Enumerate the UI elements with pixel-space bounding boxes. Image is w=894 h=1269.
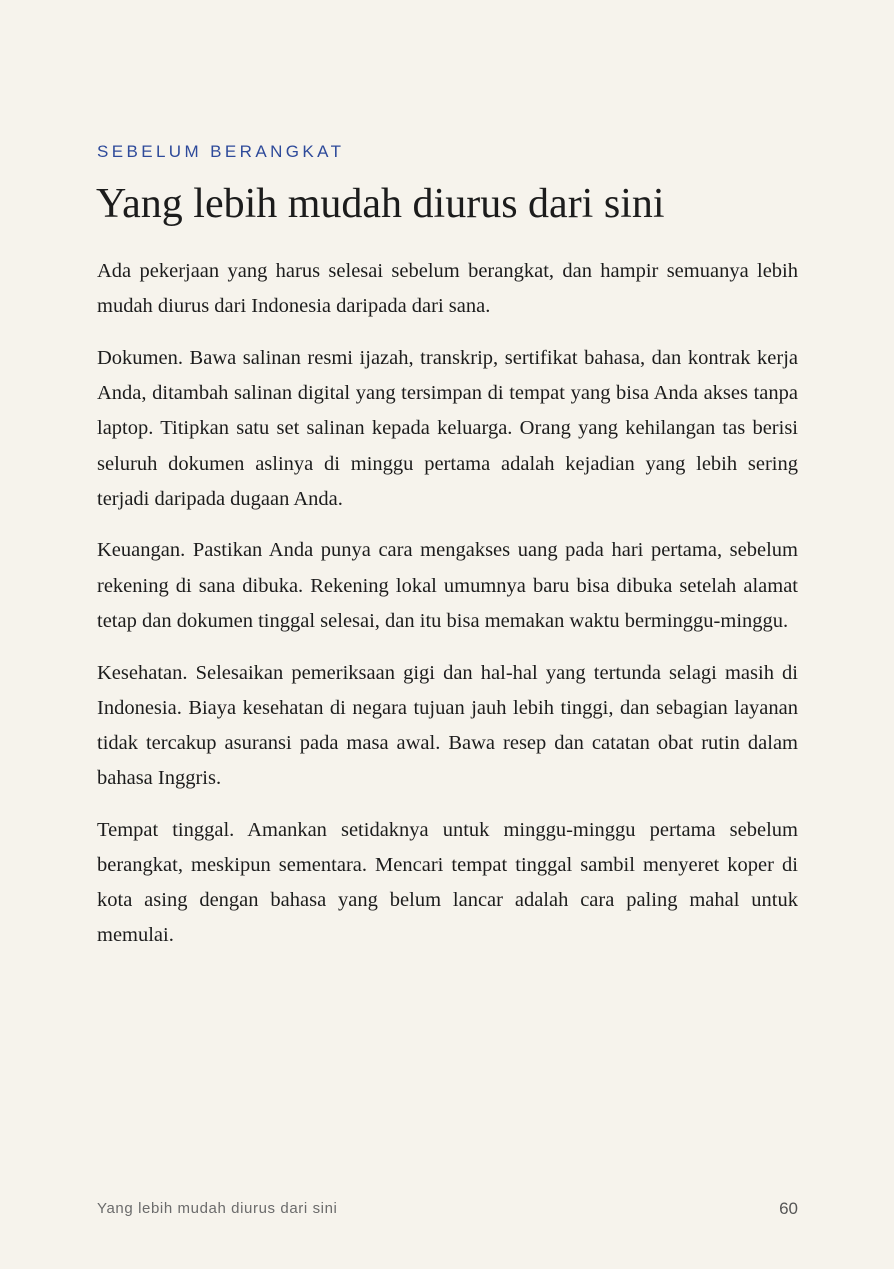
- paragraph: Dokumen. Bawa salinan resmi ijazah, transkrip, sertifikat bahasa, dan kontrak kerja Anda, ditambah salinan digital yang tersimpan di tempat yang bisa Anda akses tanpa laptop. Titipkan satu set salinan kepada keluarga. Orang yang kehilangan tas berisi seluruh dokumen aslinya di minggu pertama adalah kejadian yang lebih sering terjadi daripada dugaan Anda.: [97, 346, 798, 510]
- paragraph: Ada pekerjaan yang harus selesai sebelum berangkat, dan hampir semuanya lebih mudah diurus dari Indonesia daripada dari sana.: [97, 260, 798, 318]
- running-footer-title: Yang lebih mudah diurus dari sini: [97, 1200, 338, 1217]
- paragraph: Keuangan. Pastikan Anda punya cara mengakses uang pada hari pertama, sebelum rekening di sana dibuka. Rekening lokal umumnya baru bisa dibuka setelah alamat tetap dan dokumen tinggal selesai, dan itu bisa memakan waktu berminggu-minggu.: [97, 539, 798, 632]
- paragraph: Tempat tinggal. Amankan setidaknya untuk minggu-minggu pertama sebelum berangkat, meskipun sementara. Mencari tempat tinggal sambil menyeret koper di kota asing dengan bahasa yang belum lancar adalah cara paling mahal untuk memulai.: [97, 818, 798, 947]
- section-eyebrow: SEBELUM BERANGKAT: [97, 142, 345, 161]
- page-number: 60: [779, 1199, 798, 1218]
- paragraph: Kesehatan. Selesaikan pemeriksaan gigi dan hal-hal yang tertunda selagi masih di Indonesia. Biaya kesehatan di negara tujuan jauh lebih tinggi, dan sebagian layanan tidak tercakup asuransi pada masa awal. Bawa resep dan catatan obat rutin dalam bahasa Inggris.: [97, 661, 798, 790]
- page-title: Yang lebih mudah diurus dari sini: [96, 181, 665, 227]
- body-text: [97, 254, 798, 970]
